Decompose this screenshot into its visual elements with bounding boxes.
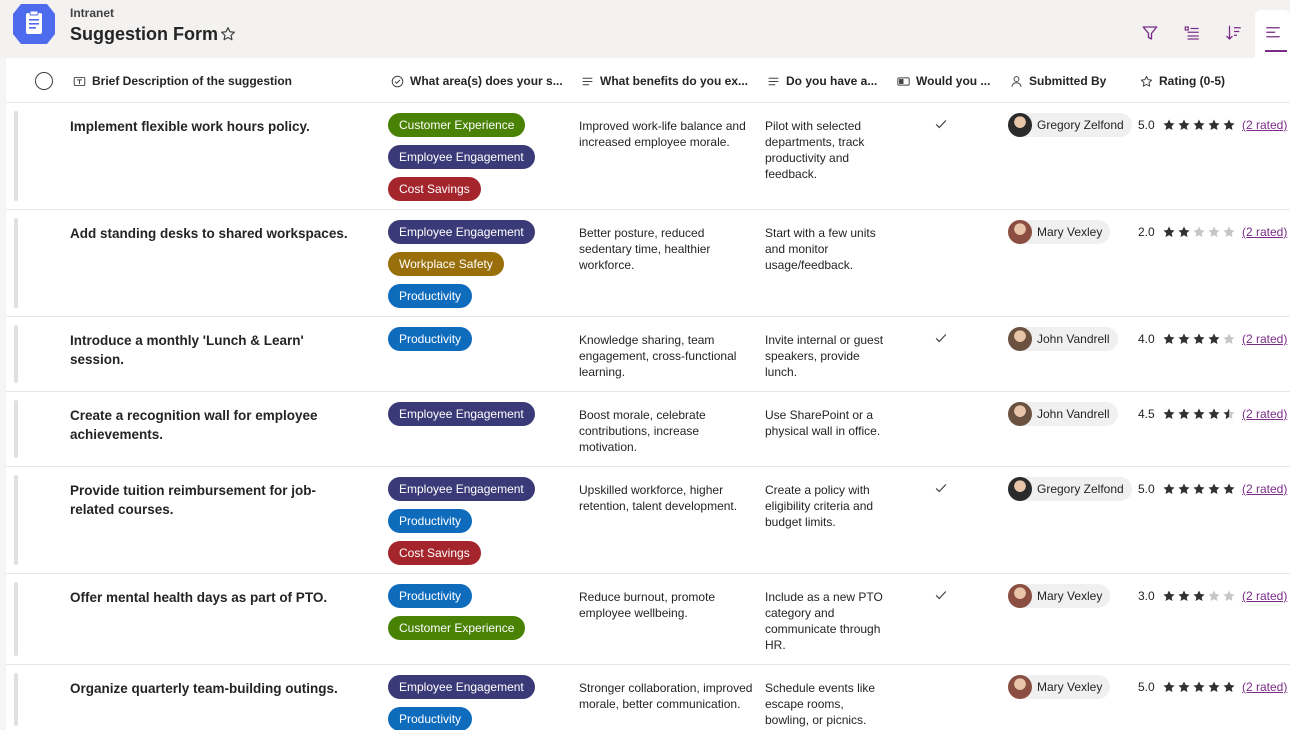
- checkmark-icon: [934, 331, 948, 345]
- rating-star-icon: [1207, 118, 1221, 132]
- row-select-handle[interactable]: [14, 218, 18, 308]
- person-chip[interactable]: [1008, 477, 1132, 501]
- person-name: Mary Vexley: [1037, 225, 1103, 239]
- rated-count-link[interactable]: (2 rated): [1242, 332, 1288, 346]
- rating-cell[interactable]: [1138, 481, 1287, 497]
- suggestion-title[interactable]: Implement flexible work hours policy.: [70, 119, 310, 134]
- column-header-rating[interactable]: Rating (0-5): [1140, 72, 1280, 90]
- area-tag: Employee Engagement: [388, 402, 535, 426]
- area-tags: [388, 584, 568, 648]
- benefits-text: Improved work-life balance and increased employee morale.: [579, 119, 746, 149]
- suggestion-title[interactable]: Add standing desks to shared workspaces.: [70, 226, 348, 241]
- choice-icon: [391, 75, 404, 88]
- rating-stars[interactable]: [1162, 680, 1237, 694]
- rating-star-icon: [1222, 225, 1236, 239]
- rating-star-icon: [1222, 118, 1236, 132]
- rating-value: 5.0: [1138, 482, 1155, 496]
- table-row[interactable]: [6, 665, 1290, 730]
- rating-stars[interactable]: [1162, 332, 1237, 346]
- avatar: [1008, 220, 1032, 244]
- favorite-star-icon[interactable]: [220, 26, 236, 42]
- person-chip[interactable]: [1008, 220, 1110, 244]
- column-header-areas[interactable]: What area(s) does your s...: [391, 72, 566, 90]
- view-options-icon: [1264, 24, 1282, 42]
- rating-star-icon: [1207, 332, 1221, 346]
- benefits-text: Upskilled workforce, higher retention, talent development.: [579, 483, 738, 513]
- rating-star-icon: [1162, 118, 1176, 132]
- column-header-benefits[interactable]: What benefits do you ex...: [581, 72, 756, 90]
- benefits-text: Reduce burnout, promote employee wellbeing.: [579, 590, 716, 620]
- person-name: Mary Vexley: [1037, 680, 1103, 694]
- row-select-handle[interactable]: [14, 400, 18, 458]
- table-row[interactable]: [6, 103, 1290, 210]
- rating-star-icon: [1192, 407, 1206, 421]
- checkmark-icon: [934, 481, 948, 495]
- text-field-icon: [73, 75, 86, 88]
- benefits-text: Boost morale, celebrate contributions, increase motivation.: [579, 408, 706, 454]
- rating-value: 5.0: [1138, 680, 1155, 694]
- multiline-text-icon: [767, 75, 780, 88]
- rating-star-icon: [1162, 589, 1176, 603]
- area-tag: Productivity: [388, 284, 472, 308]
- rating-cell[interactable]: [1138, 588, 1287, 604]
- avatar: [1008, 113, 1032, 137]
- area-tag: Productivity: [388, 509, 472, 533]
- table-row[interactable]: [6, 317, 1290, 392]
- rating-star-icon: [1192, 680, 1206, 694]
- filter-button[interactable]: [1139, 22, 1161, 44]
- person-chip[interactable]: [1008, 402, 1118, 426]
- rating-star-icon: [1192, 589, 1206, 603]
- page-title: Suggestion Form: [70, 24, 218, 44]
- column-header-submitted-by[interactable]: Submitted By: [1010, 72, 1135, 90]
- column-header-would-you[interactable]: Would you ...: [897, 72, 997, 90]
- row-select-handle[interactable]: [14, 673, 18, 726]
- area-tags: [388, 327, 568, 359]
- rating-cell[interactable]: [1138, 406, 1287, 422]
- person-name: John Vandrell: [1037, 407, 1110, 421]
- benefits-text: Knowledge sharing, team engagement, cross-functional learning.: [579, 333, 737, 379]
- select-all-checkbox[interactable]: [35, 72, 53, 90]
- form-app-icon[interactable]: [13, 4, 55, 44]
- benefits-text: Better posture, reduced sedentary time, healthier workforce.: [579, 226, 711, 272]
- rated-count-link[interactable]: (2 rated): [1242, 407, 1288, 421]
- rating-star-icon: [1222, 332, 1236, 346]
- rating-value: 3.0: [1138, 589, 1155, 603]
- rating-star-icon: [1177, 482, 1191, 496]
- list-settings-icon: [1183, 24, 1201, 42]
- area-tag: Employee Engagement: [388, 477, 535, 501]
- rating-cell[interactable]: [1138, 331, 1287, 347]
- rating-stars[interactable]: [1162, 118, 1237, 132]
- avatar: [1008, 327, 1032, 351]
- avatar: [1008, 402, 1032, 426]
- rating-star-icon: [1177, 589, 1191, 603]
- rating-star-icon: [1207, 482, 1221, 496]
- active-indicator: [1265, 50, 1287, 52]
- person-chip[interactable]: [1008, 327, 1118, 351]
- area-tag: Productivity: [388, 584, 472, 608]
- area-tags: [388, 477, 568, 573]
- area-tag: Productivity: [388, 707, 472, 730]
- rated-count-link[interactable]: (2 rated): [1242, 482, 1288, 496]
- row-select-handle[interactable]: [14, 475, 18, 565]
- plan-text: Schedule events like escape rooms, bowling, or picnics.: [765, 681, 876, 727]
- column-header-row: [6, 58, 1290, 103]
- list-grid: [6, 58, 1290, 730]
- rating-cell[interactable]: [1138, 679, 1287, 695]
- rating-stars[interactable]: [1162, 407, 1237, 421]
- rating-star-icon: [1222, 589, 1236, 603]
- rating-stars[interactable]: [1162, 225, 1237, 239]
- rating-star-icon: [1192, 482, 1206, 496]
- rating-star-icon: [1192, 225, 1206, 239]
- rating-star-icon: [1207, 407, 1221, 421]
- filter-icon: [1141, 24, 1159, 42]
- rating-star-icon: [1162, 482, 1176, 496]
- rating-star-icon: [1192, 332, 1206, 346]
- rated-count-link[interactable]: (2 rated): [1242, 589, 1288, 603]
- rating-star-icon: [1222, 680, 1236, 694]
- rating-star-icon: [1162, 407, 1176, 421]
- yes-no-icon: [897, 75, 910, 88]
- area-tag: Customer Experience: [388, 113, 525, 137]
- plan-text: Pilot with selected departments, track productivity and feedback.: [765, 119, 865, 181]
- column-header-description[interactable]: Brief Description of the suggestion: [73, 72, 373, 90]
- person-chip[interactable]: [1008, 675, 1110, 699]
- person-name: Mary Vexley: [1037, 589, 1103, 603]
- rating-stars[interactable]: [1162, 589, 1237, 603]
- rating-star-icon: [1177, 332, 1191, 346]
- avatar: [1008, 675, 1032, 699]
- rating-cell[interactable]: [1138, 117, 1287, 133]
- rated-count-link[interactable]: (2 rated): [1242, 118, 1288, 132]
- rating-star-icon: [1207, 225, 1221, 239]
- plan-text: Invite internal or guest speakers, provide lunch.: [765, 333, 884, 379]
- sort-icon: [1225, 24, 1243, 42]
- row-select-handle[interactable]: [14, 325, 18, 383]
- plan-text: Create a policy with eligibility criteria and budget limits.: [765, 483, 874, 529]
- area-tags: [388, 675, 568, 730]
- row-select-handle[interactable]: [14, 582, 18, 656]
- person-name: John Vandrell: [1037, 332, 1110, 346]
- site-name[interactable]: Intranet: [70, 6, 115, 20]
- rating-star-icon: [1177, 680, 1191, 694]
- person-chip[interactable]: [1008, 584, 1110, 608]
- rating-stars[interactable]: [1162, 482, 1237, 496]
- person-name: Gregory Zelfond: [1037, 482, 1124, 496]
- multiline-text-icon: [581, 75, 594, 88]
- view-options-button[interactable]: [1255, 10, 1290, 58]
- rating-star-icon: [1162, 332, 1176, 346]
- area-tags: [388, 220, 568, 316]
- area-tag: Workplace Safety: [388, 252, 504, 276]
- plan-text: Start with a few units and monitor usage/feedback.: [765, 226, 876, 272]
- area-tag: Employee Engagement: [388, 220, 535, 244]
- area-tag: Customer Experience: [388, 616, 525, 640]
- area-tags: [388, 113, 568, 209]
- suggestion-title[interactable]: Introduce a monthly 'Lunch & Learn' session.: [70, 333, 304, 367]
- rating-value: 2.0: [1138, 225, 1155, 239]
- table-row[interactable]: [6, 574, 1290, 665]
- area-tag: Cost Savings: [388, 177, 481, 201]
- plan-text: Include as a new PTO category and communicate through HR.: [765, 590, 883, 652]
- rating-star-icon: [1162, 680, 1176, 694]
- benefits-text: Stronger collaboration, improved morale, better communication.: [579, 681, 753, 711]
- row-select-handle[interactable]: [14, 111, 18, 201]
- rating-value: 4.5: [1138, 407, 1155, 421]
- group-by-button[interactable]: [1181, 22, 1203, 44]
- plan-text: Use SharePoint or a physical wall in office.: [765, 408, 881, 438]
- person-name: Gregory Zelfond: [1037, 118, 1124, 132]
- avatar: [1008, 477, 1032, 501]
- suggestion-title[interactable]: Create a recognition wall for employee achievements.: [70, 408, 318, 442]
- checkmark-icon: [934, 117, 948, 131]
- rating-star-icon: [1162, 225, 1176, 239]
- table-row[interactable]: [6, 392, 1290, 467]
- person-icon: [1010, 75, 1023, 88]
- rating-value: 5.0: [1138, 118, 1155, 132]
- suggestion-title[interactable]: Offer mental health days as part of PTO.: [70, 590, 328, 605]
- app-header: [0, 0, 1290, 58]
- rating-star-icon: [1177, 225, 1191, 239]
- area-tag: Productivity: [388, 327, 472, 351]
- suggestion-title[interactable]: Provide tuition reimbursement for job-related courses.: [70, 483, 317, 517]
- rating-star-icon: [1207, 680, 1221, 694]
- suggestion-title[interactable]: Organize quarterly team-building outings.: [70, 681, 338, 696]
- rating-cell[interactable]: [1138, 224, 1287, 240]
- column-header-plan[interactable]: Do you have a...: [767, 72, 892, 90]
- rated-count-link[interactable]: (2 rated): [1242, 225, 1288, 239]
- area-tags: [388, 402, 568, 434]
- checkmark-icon: [934, 588, 948, 602]
- rated-count-link[interactable]: (2 rated): [1242, 680, 1288, 694]
- table-row[interactable]: [6, 467, 1290, 574]
- rating-star-icon: [1192, 118, 1206, 132]
- table-row[interactable]: [6, 210, 1290, 317]
- rating-star-icon: [1177, 407, 1191, 421]
- area-tag: Cost Savings: [388, 541, 481, 565]
- sort-button[interactable]: [1223, 22, 1245, 44]
- area-tag: Employee Engagement: [388, 145, 535, 169]
- rating-value: 4.0: [1138, 332, 1155, 346]
- rating-star-icon: [1177, 118, 1191, 132]
- person-chip[interactable]: [1008, 113, 1132, 137]
- avatar: [1008, 584, 1032, 608]
- rating-star-icon: [1207, 589, 1221, 603]
- rating-star-icon: [1222, 482, 1236, 496]
- area-tag: Employee Engagement: [388, 675, 535, 699]
- rating-star-icon: [1222, 407, 1236, 421]
- star-icon: [1140, 75, 1153, 88]
